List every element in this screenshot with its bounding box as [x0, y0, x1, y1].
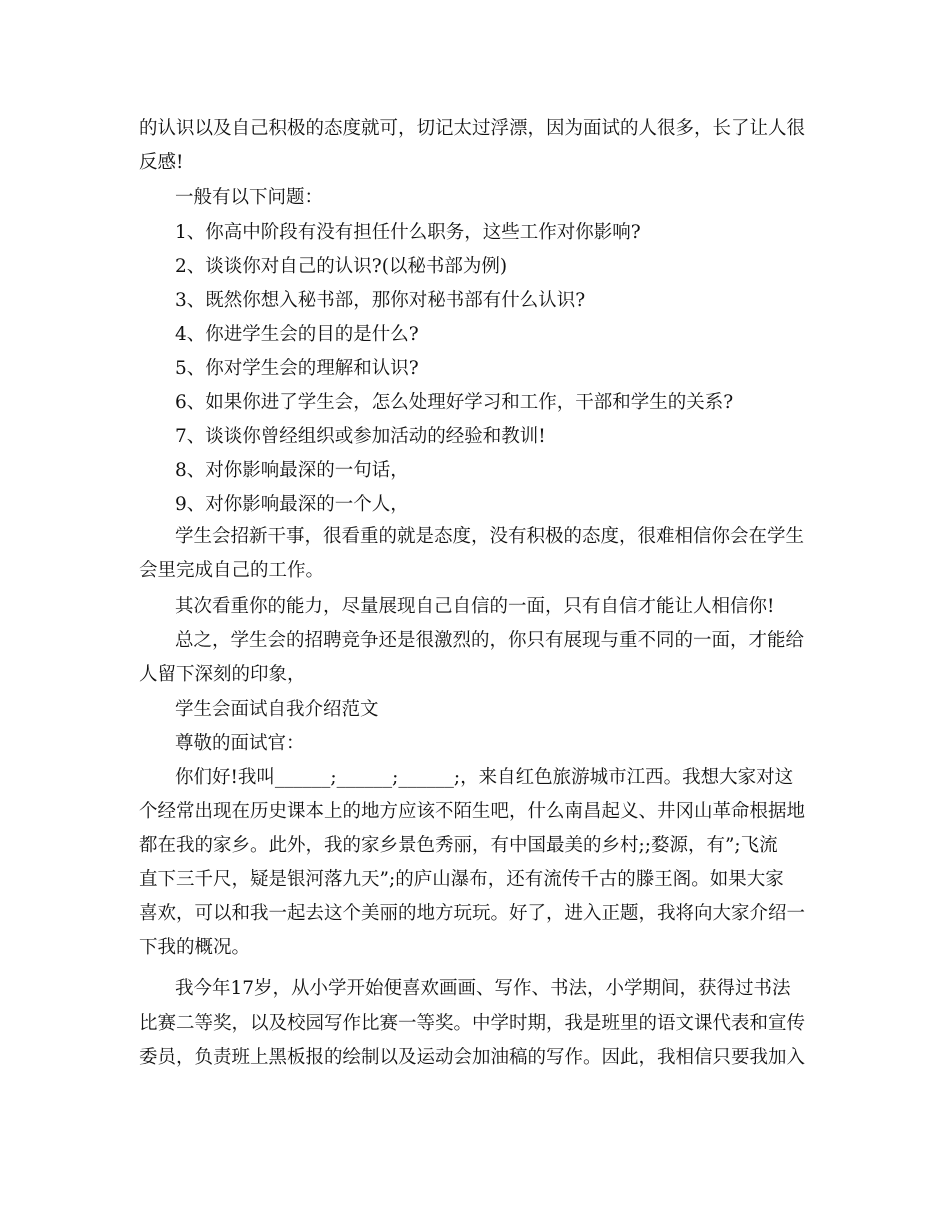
text-line: 都在我的家乡。此外，我的家乡景色秀丽，有中国最美的乡村;;婺源，有”;飞流: [139, 835, 778, 856]
question-item: 6、如果你进了学生会，怎么处理好学习和工作，干部和学生的关系?: [175, 392, 734, 413]
question-item: 3、既然你想入秘书部，那你对秘书部有什么认识?: [175, 290, 586, 311]
text-line: 反感!: [139, 152, 184, 173]
question-item: 5、你对学生会的理解和认识?: [175, 358, 419, 379]
text-line: 学生会招新干事，很看重的就是态度，没有积极的态度，很难相信你会在学生: [175, 526, 805, 547]
text-line: 直下三千尺，疑是银河落九天”;的庐山瀑布，还有流传千古的滕王阁。如果大家: [139, 869, 784, 890]
text-line: 比赛二等奖，以及校园写作比赛一等奖。中学时期，我是班里的语文课代表和宣传: [139, 1013, 806, 1034]
text-line: 的认识以及自己积极的态度就可，切记太过浮漂，因为面试的人很多，长了让人很: [139, 118, 806, 139]
text-line: 喜欢，可以和我一起去这个美丽的地方玩玩。好了，进入正题，我将向大家介绍一: [139, 903, 806, 924]
question-item: 8、对你影响最深的一句话，: [175, 460, 409, 481]
text-line: 一般有以下问题：: [175, 187, 324, 208]
question-item: 9、对你影响最深的一个人，: [175, 494, 409, 515]
question-item: 1、你高中阶段有没有担任什么职务，这些工作对你影响?: [175, 222, 641, 243]
question-item: 4、你进学生会的目的是什么?: [175, 324, 419, 345]
question-item: 2、谈谈你对自己的认识?(以秘书部为例): [175, 256, 508, 277]
text-line: 个经常出现在历史课本上的地方应该不陌生吧，什么南昌起义、井冈山革命根据地: [139, 801, 806, 822]
text-line: 下我的概况。: [139, 937, 251, 958]
text-line: 委员，负责班上黑板报的绘制以及运动会加油稿的写作。因此，我相信只要我加入: [139, 1047, 806, 1068]
section-title: 学生会面试自我介绍范文: [175, 699, 379, 720]
text-line: 会里完成自己的工作。: [139, 560, 325, 581]
text-line: 总之，学生会的招聘竞争还是很激烈的，你只有展现与重不同的一面，才能给: [175, 630, 805, 651]
question-item: 7、谈谈你曾经组织或参加活动的经验和教训!: [175, 426, 546, 447]
text-line: 你们好!我叫______;______;______;，来自红色旅游城市江西。我想大家对这: [175, 767, 794, 788]
salutation: 尊敬的面试官：: [175, 733, 305, 754]
text-line: 人留下深刻的印象，: [139, 664, 306, 685]
text-line: 我今年17岁，从小学开始便喜欢画画、写作、书法，小学期间，获得过书法: [175, 978, 791, 999]
text-line: 其次看重你的能力，尽量展现自己自信的一面，只有自信才能让人相信你!: [175, 596, 775, 617]
